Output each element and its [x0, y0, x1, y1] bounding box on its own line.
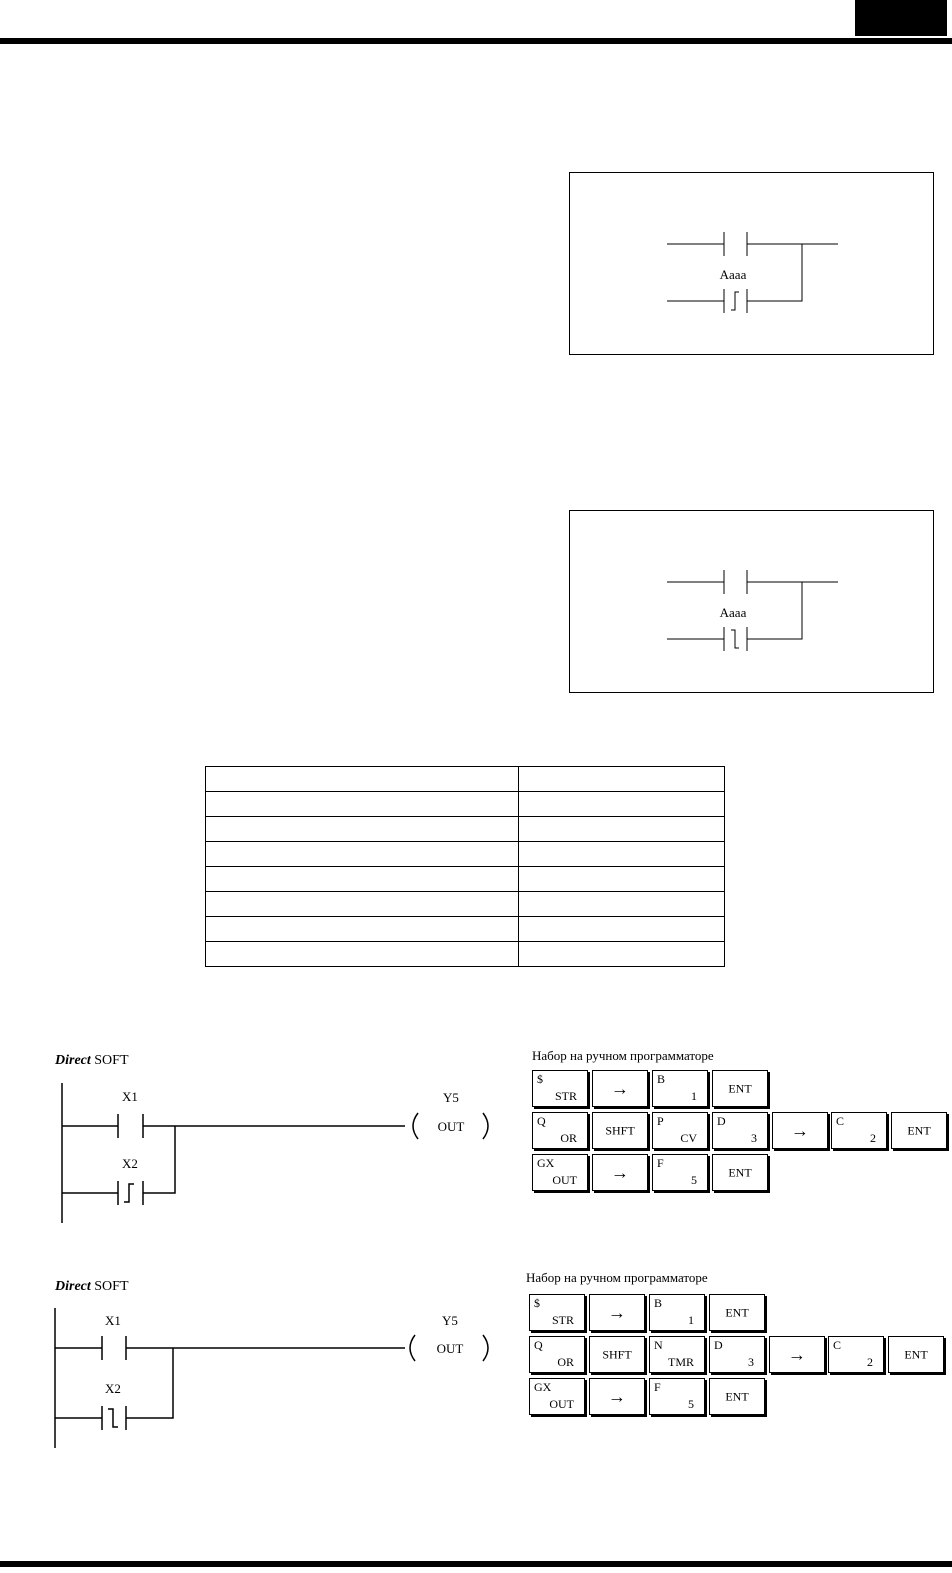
- diagram-label: Aaaa: [719, 605, 747, 620]
- key-b[interactable]: [649, 1294, 705, 1331]
- handheld-caption: Набор на ручном программаторе: [526, 1270, 708, 1285]
- coil-name: Y5: [442, 1313, 458, 1328]
- key-d[interactable]: [712, 1112, 768, 1149]
- key-$[interactable]: [532, 1070, 588, 1107]
- key-secondary-label: OR: [560, 1131, 577, 1145]
- key-primary-label: Q: [537, 1114, 546, 1128]
- key-primary-label: D: [717, 1114, 726, 1128]
- key-arrow-right[interactable]: [589, 1378, 645, 1415]
- key-primary-label: F: [654, 1380, 661, 1394]
- positive-differential-symbol: [570, 173, 933, 354]
- coil-name: Y5: [443, 1090, 459, 1105]
- key-arrow-right[interactable]: [589, 1294, 645, 1331]
- key-primary-label: F: [657, 1156, 664, 1170]
- key-primary-label: D: [714, 1338, 723, 1352]
- key-secondary-label: 5: [688, 1397, 694, 1411]
- diagram-label: Aaaa: [719, 267, 747, 282]
- key-primary-label: C: [836, 1114, 845, 1128]
- key-gx[interactable]: [529, 1378, 585, 1415]
- key-ent[interactable]: ENT: [712, 1154, 768, 1191]
- key-primary-label: GX: [537, 1156, 555, 1170]
- arrow-right-icon: →: [608, 1386, 626, 1406]
- key-arrow-right[interactable]: [592, 1070, 648, 1107]
- key-n[interactable]: [649, 1336, 705, 1373]
- arrow-right-icon: →: [791, 1120, 809, 1140]
- key-secondary-label: CV: [680, 1131, 697, 1145]
- key-secondary-label: OUT: [549, 1397, 574, 1411]
- footer-rule: [0, 1561, 952, 1567]
- key-shft[interactable]: SHFT: [592, 1112, 648, 1149]
- key-secondary-label: TMR: [667, 1355, 694, 1369]
- key-arrow-right[interactable]: [772, 1112, 828, 1149]
- key-primary-label: $: [534, 1296, 540, 1310]
- key-secondary-label: 1: [688, 1313, 694, 1327]
- negative-differential-symbol-diagram: [569, 510, 934, 693]
- key-secondary-label: 3: [748, 1355, 754, 1369]
- key-ent[interactable]: ENT: [709, 1294, 765, 1331]
- key-secondary-label: 5: [691, 1173, 697, 1187]
- table-row: [206, 867, 725, 892]
- key-secondary-label: 1: [691, 1089, 697, 1103]
- key-b[interactable]: [652, 1070, 708, 1107]
- key-primary-label: P: [657, 1114, 664, 1128]
- header-tab-block: [855, 0, 947, 36]
- key-primary-label: $: [537, 1072, 543, 1086]
- table-row: [206, 792, 725, 817]
- ladder-diagram-example-1: [50, 1075, 510, 1235]
- directsoft-label: Direct SOFT: [55, 1279, 129, 1294]
- key-p[interactable]: [652, 1112, 708, 1149]
- directsoft-label: Direct SOFT: [55, 1053, 129, 1068]
- key-secondary-label: 2: [870, 1131, 876, 1145]
- table-row: [206, 767, 725, 792]
- key-shft[interactable]: SHFT: [589, 1336, 645, 1373]
- arrow-right-icon: →: [608, 1302, 626, 1322]
- key-arrow-right[interactable]: [769, 1336, 825, 1373]
- table-row: [206, 817, 725, 842]
- key-primary-label: Q: [534, 1338, 543, 1352]
- key-c[interactable]: [828, 1336, 884, 1373]
- key-arrow-right[interactable]: [592, 1154, 648, 1191]
- key-primary-label: GX: [534, 1380, 552, 1394]
- key-q[interactable]: [529, 1336, 585, 1373]
- table-row: [206, 892, 725, 917]
- key-f[interactable]: [649, 1378, 705, 1415]
- arrow-right-icon: →: [788, 1344, 806, 1364]
- handheld-caption: Набор на ручном программаторе: [532, 1048, 714, 1063]
- key-secondary-label: OR: [557, 1355, 574, 1369]
- key-gx[interactable]: [532, 1154, 588, 1191]
- key-secondary-label: OUT: [552, 1173, 577, 1187]
- table-row: [206, 842, 725, 867]
- key-secondary-label: 2: [867, 1355, 873, 1369]
- operand-table: [205, 766, 725, 967]
- key-q[interactable]: [532, 1112, 588, 1149]
- arrow-right-icon: →: [611, 1162, 629, 1182]
- table-row: [206, 942, 725, 967]
- key-secondary-label: STR: [551, 1313, 574, 1327]
- key-d[interactable]: [709, 1336, 765, 1373]
- ladder-diagram-example-2: [45, 1300, 505, 1460]
- negative-differential-symbol: [570, 511, 933, 692]
- key-primary-label: B: [654, 1296, 663, 1310]
- key-ent[interactable]: ENT: [888, 1336, 944, 1373]
- contact-label: X1: [105, 1313, 121, 1328]
- key-secondary-label: STR: [554, 1089, 577, 1103]
- key-c[interactable]: [831, 1112, 887, 1149]
- key-ent[interactable]: ENT: [891, 1112, 947, 1149]
- contact-label: X2: [105, 1381, 121, 1396]
- coil-label: OUT: [437, 1119, 465, 1134]
- key-f[interactable]: [652, 1154, 708, 1191]
- contact-label: X1: [122, 1089, 138, 1104]
- key-secondary-label: 3: [751, 1131, 757, 1145]
- arrow-right-icon: →: [611, 1078, 629, 1098]
- key-ent[interactable]: ENT: [712, 1070, 768, 1107]
- positive-differential-symbol-diagram: [569, 172, 934, 355]
- key-primary-label: C: [833, 1338, 842, 1352]
- header-rule: [0, 38, 952, 44]
- contact-label: X2: [122, 1156, 138, 1171]
- key-$[interactable]: [529, 1294, 585, 1331]
- coil-label: OUT: [436, 1341, 464, 1356]
- key-primary-label: N: [654, 1338, 663, 1352]
- key-ent[interactable]: ENT: [709, 1378, 765, 1415]
- table-row: [206, 917, 725, 942]
- key-primary-label: B: [657, 1072, 666, 1086]
